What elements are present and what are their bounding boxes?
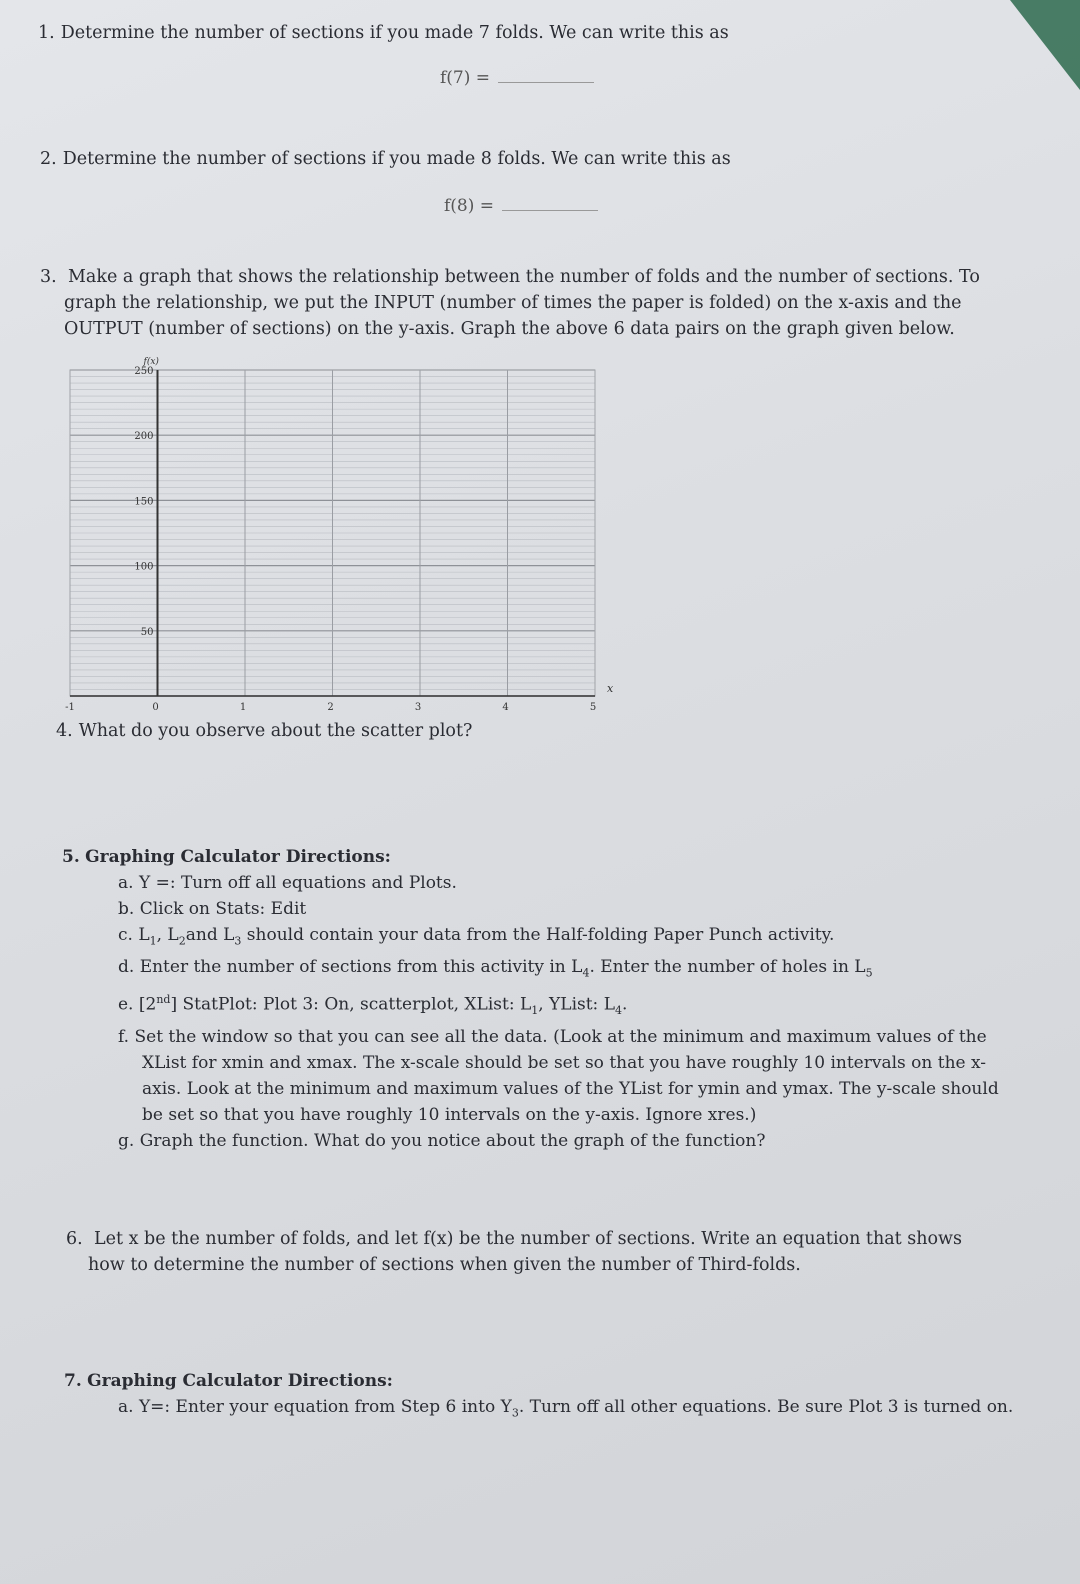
- question-1: [38, 20, 758, 46]
- x-axis-label: x: [607, 682, 614, 695]
- y-tick-label: 100: [134, 561, 154, 573]
- step-5b: b. Click on Stats: Edit: [118, 899, 307, 919]
- sub-4b: 4: [614, 1003, 622, 1017]
- step-5e-post: ] StatPlot: Plot 3: On, scatterplot, XList: L: [170, 994, 532, 1015]
- step-5d: [118, 954, 1002, 986]
- x-tick-label: 5: [589, 702, 597, 713]
- question-7: [64, 1368, 1044, 1426]
- y-tick-labels: [134, 366, 153, 638]
- sub-5: 5: [865, 966, 873, 980]
- question-6: [66, 1226, 996, 1278]
- y-tick-label: 150: [134, 496, 154, 508]
- sub-3b: 3: [511, 1406, 519, 1420]
- question-2: [40, 146, 760, 172]
- y-tick-label: 50: [140, 626, 154, 638]
- question-5-number: 5.: [62, 847, 80, 867]
- step-7a-pre: a. Y=: Enter your equation from Step 6 into Y: [118, 1397, 512, 1417]
- step-5g: g. Graph the function. What do you notice about the graph of the function?: [118, 1130, 766, 1151]
- answer-f7: [440, 68, 594, 88]
- question-1-text: Determine the number of sections if you made 7 folds. We can write this as: [60, 23, 729, 43]
- answer-f7-blank[interactable]: [498, 82, 594, 83]
- question-4: [56, 718, 472, 744]
- step-5c-post: should contain your data from the Half-folding Paper Punch activity.: [241, 925, 835, 945]
- step-5a: a. Y =: Turn off all equations and Plots.: [118, 873, 457, 893]
- step-5e-pre: e. [2: [118, 994, 157, 1015]
- x-tick-label: 4: [502, 702, 509, 713]
- graph-svg[interactable]: [60, 352, 620, 722]
- step-5c: [118, 922, 1002, 954]
- answer-f8: [444, 196, 598, 216]
- step-5e-end: .: [621, 994, 628, 1015]
- question-1-number: 1.: [38, 23, 55, 43]
- question-6-number: 6.: [66, 1229, 83, 1249]
- question-3-number: 3.: [40, 267, 57, 287]
- question-2-number: 2.: [40, 149, 57, 169]
- question-7-title: Graphing Calculator Directions:: [87, 1371, 393, 1391]
- x-tick-label: -1: [65, 702, 75, 713]
- x-tick-labels: [65, 702, 596, 713]
- question-7-number: 7.: [64, 1371, 82, 1391]
- question-6-text: Let x be the number of folds, and let f(x) be the number of sections. Write an equation that shows how to determine the number of sections when given the number of Third-folds.: [88, 1229, 962, 1275]
- page-corner-shadow: [1010, 0, 1080, 90]
- question-5-title: Graphing Calculator Directions:: [85, 847, 391, 867]
- step-5c-pre: c. L: [118, 925, 150, 945]
- question-3-text: Make a graph that shows the relationship between the number of folds and the number of sections. To graph the relationship, we put the INPUT (number of times the paper is folded) on the x-axis and the OUTPUT (number of sections) on the y-axis. Graph the above 6 data pairs on the graph given below.: [64, 267, 980, 339]
- question-4-number: 4.: [56, 721, 73, 741]
- step-5d-mid: . Enter the number of holes in L: [589, 957, 866, 978]
- step-5c-mid2: and L: [185, 925, 235, 945]
- y-axis-label: f(x): [143, 357, 159, 367]
- step-5f: f. Set the window so that you can see all the data. (Look at the minimum and maximum values of the XList for xmin and xmax. The x-scale should be set so that you have roughly 10 intervals on the x-axis. Look at the minimum and maximum values of the YList for ymin and ymax. The y-scale should be set so that you have roughly 10 intervals on the y-axis. Ignore xres.): [118, 1026, 999, 1125]
- step-5e: [118, 987, 1002, 1024]
- question-3: [40, 264, 1000, 342]
- answer-f8-blank[interactable]: [502, 210, 598, 211]
- step-5d-pre: d. Enter the number of sections from this activity in L: [118, 957, 583, 978]
- sub-1: 1: [149, 934, 157, 948]
- answer-f7-expr: f(7) =: [440, 68, 491, 88]
- step-5e-y: , YList: L: [538, 994, 615, 1015]
- sub-1b: 1: [531, 1003, 539, 1017]
- sub-2: 2: [178, 934, 186, 948]
- question-5: [62, 844, 1002, 1154]
- answer-f8-expr: f(8) =: [444, 196, 495, 216]
- step-7a-post: . Turn off all other equations. Be sure Plot 3 is turned on.: [518, 1397, 1014, 1417]
- x-tick-label: 2: [327, 702, 334, 713]
- sub-4: 4: [582, 966, 590, 980]
- step-5c-mid1: , L: [156, 925, 179, 945]
- x-tick-label: 0: [152, 702, 159, 713]
- x-tick-label: 3: [414, 702, 422, 713]
- y-tick-label: 200: [134, 431, 154, 443]
- sub-3: 3: [234, 934, 242, 948]
- y-tick-label: 250: [134, 366, 154, 377]
- x-tick-label: 1: [239, 702, 247, 713]
- scatter-plot-grid[interactable]: [60, 352, 620, 722]
- step-5e-sup: nd: [156, 992, 171, 1006]
- question-4-text: What do you observe about the scatter plot?: [78, 721, 473, 741]
- question-2-text: Determine the number of sections if you made 8 folds. We can write this as: [62, 149, 731, 169]
- step-7a: [64, 1394, 1044, 1426]
